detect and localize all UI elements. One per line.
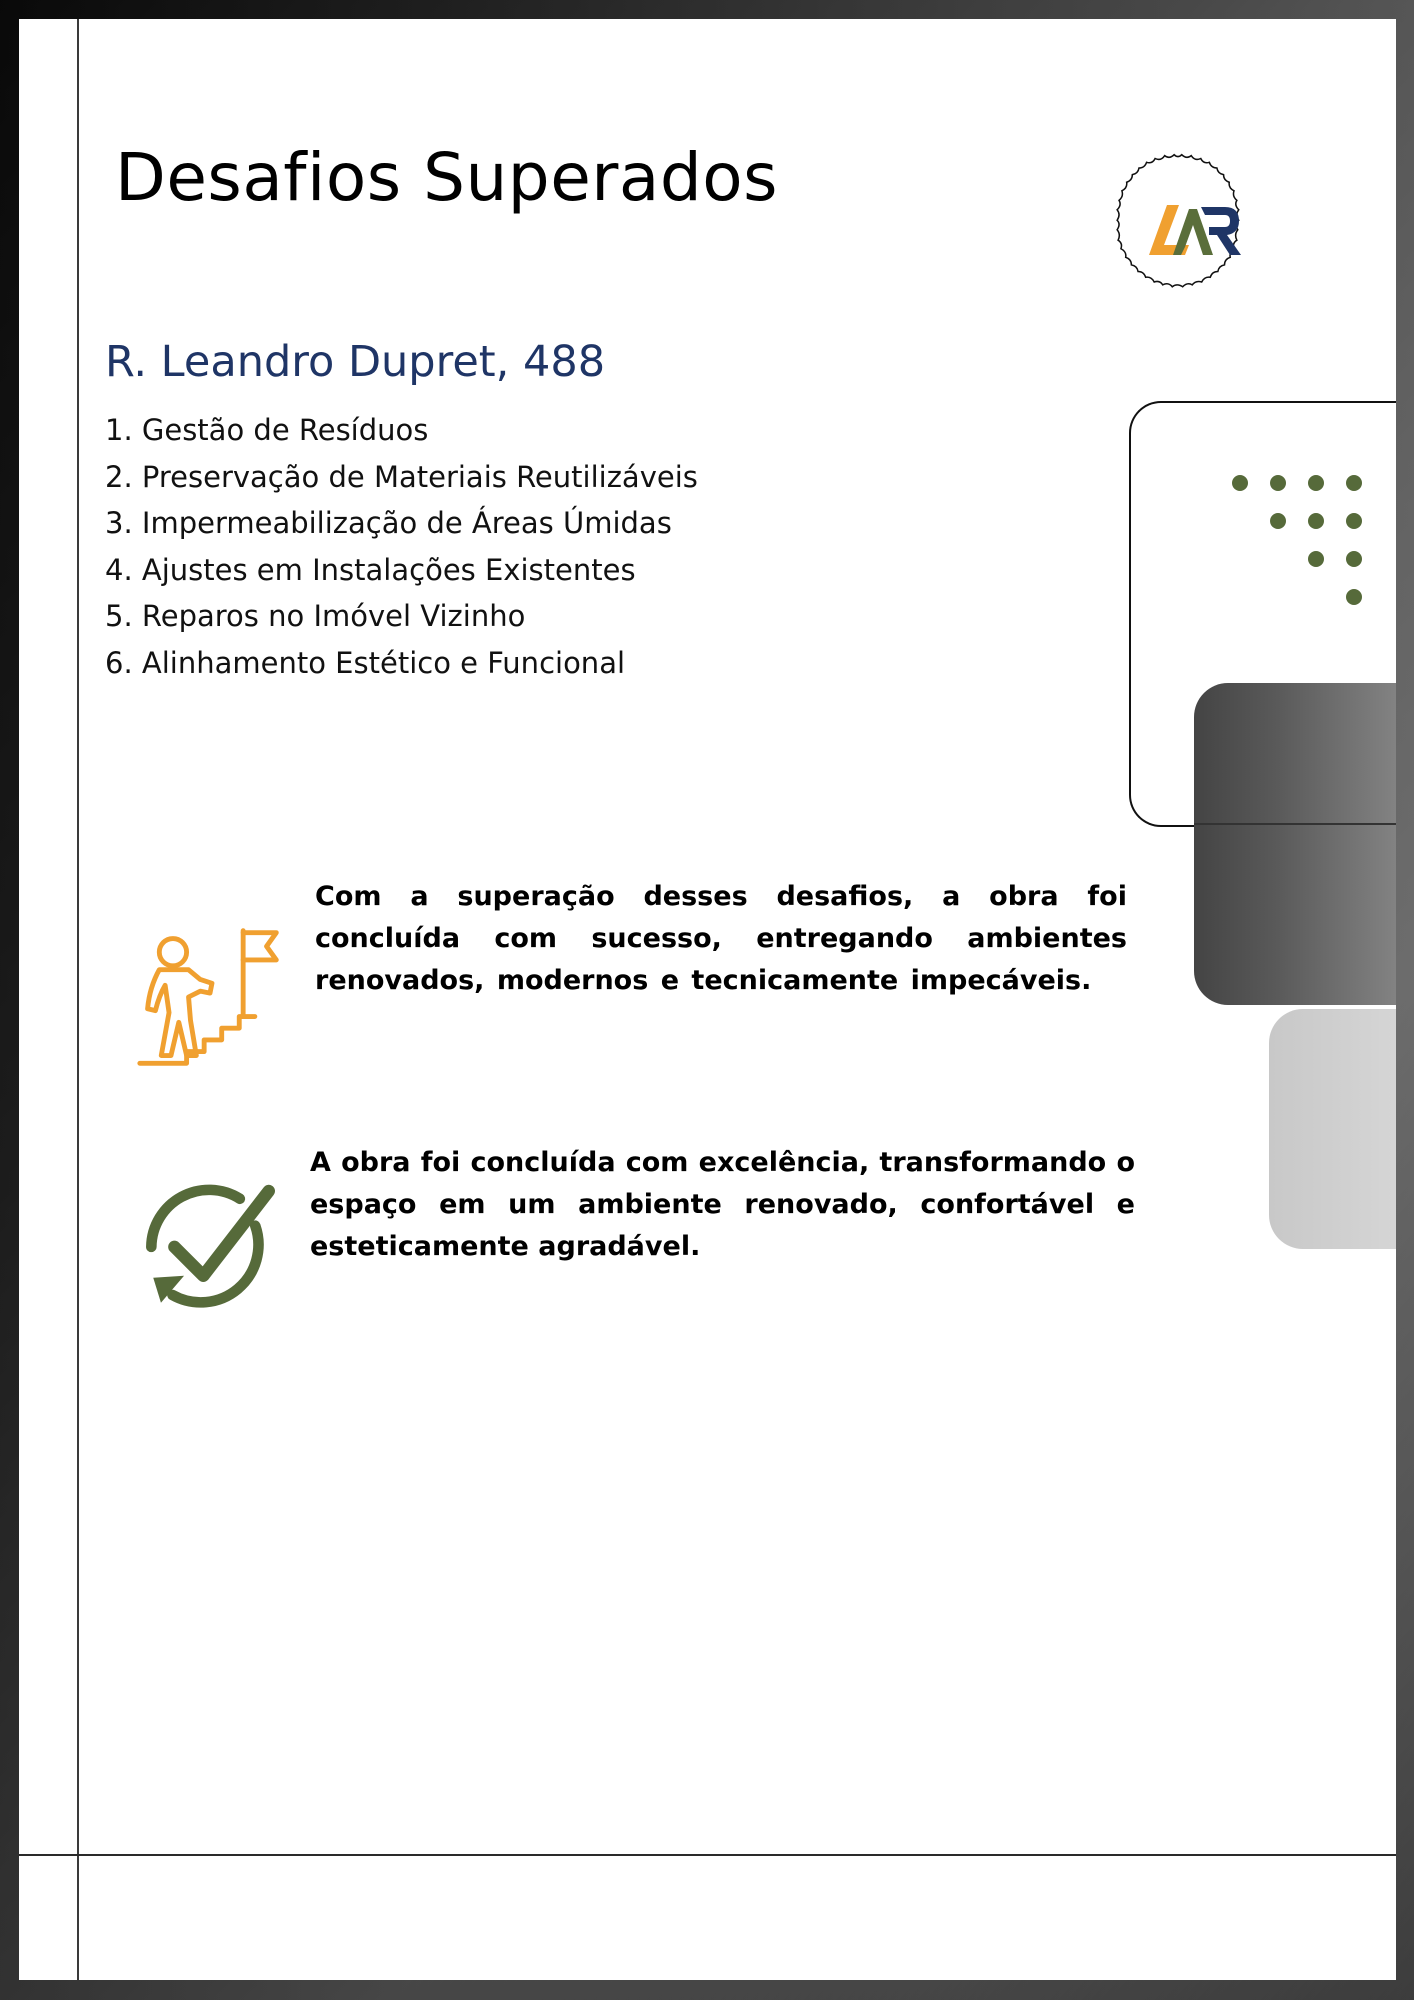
challenge-item: 1. Gestão de Resíduos [105, 413, 429, 447]
decorative-dark-gradient-block [1194, 683, 1396, 1005]
climbing-stairs-flag-icon [132, 919, 288, 1075]
challenge-item: 6. Alinhamento Estético e Funcional [105, 645, 626, 680]
success-paragraph: Com a superação desses desafios, a obra foi concluída com sucesso, entregando ambientes renovados, modernos e tecnicamente impecáveis. [315, 881, 1127, 996]
document-page [19, 19, 1396, 1980]
project-address: R. Leandro Dupret, 488 [105, 337, 606, 387]
challenge-item: 2. Preservação de Materiais Reutilizáveis [105, 459, 698, 494]
decorative-light-gray-block [1269, 1009, 1396, 1249]
lar-logo-badge [1097, 145, 1267, 315]
excellence-paragraph: A obra foi concluída com excelência, transformando o espaço em um ambiente renovado, confortável e esteticamente agradável. [310, 1147, 1135, 1262]
logo-letter-a [1173, 209, 1213, 255]
challenge-item: 3. Impermeabilização de Áreas Úmidas [105, 506, 672, 540]
scalloped-seal-icon [1117, 155, 1239, 287]
margin-vertical-rule [77, 19, 79, 1980]
decorative-frame-bottom-line [1194, 823, 1396, 825]
challenge-item: 4. Ajustes em Instalações Existentes [105, 552, 636, 587]
footer-horizontal-rule [19, 1854, 1396, 1856]
page-title: Desafios Superados [115, 139, 779, 216]
challenges-list [105, 407, 698, 686]
check-cycle-icon [134, 1169, 288, 1319]
decorative-dot-grid [1232, 475, 1382, 615]
challenge-item: 5. Reparos no Imóvel Vizinho [105, 599, 526, 633]
